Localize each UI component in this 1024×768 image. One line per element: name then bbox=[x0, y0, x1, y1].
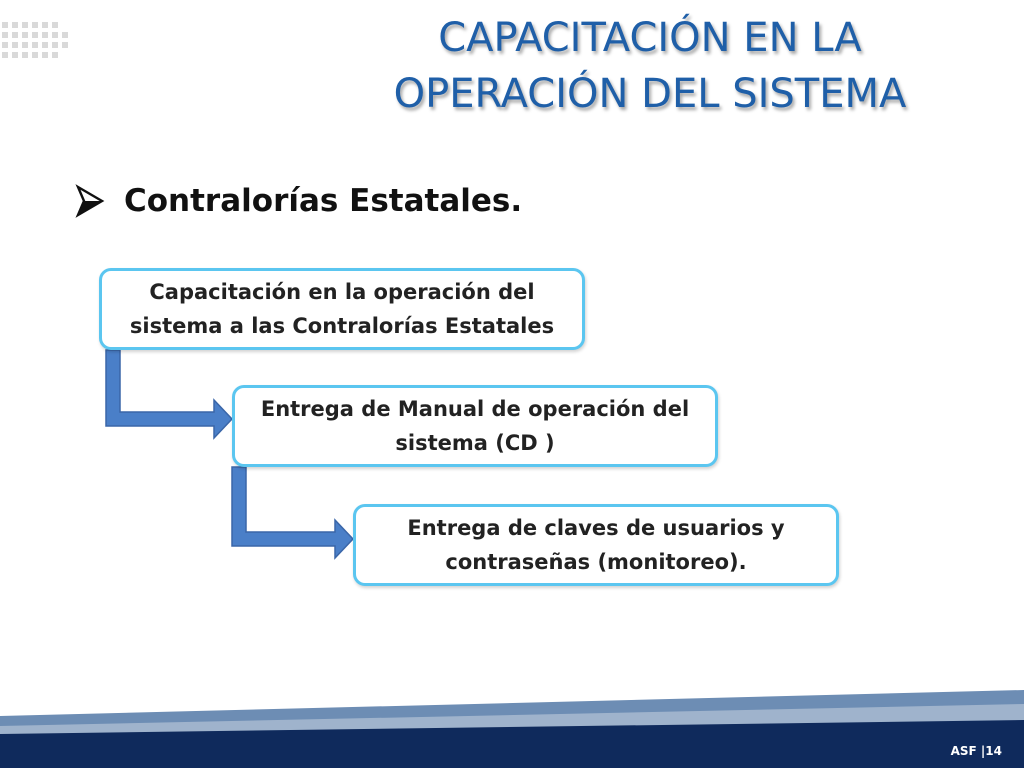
slide-title bbox=[300, 10, 1000, 122]
slide-title-line-2: OPERACIÓN DEL SISTEMA bbox=[393, 71, 907, 117]
flow-step-1: Capacitación en la operación del sistema a las Contralorías Estatales bbox=[99, 268, 585, 350]
flow-step-3: Entrega de claves de usuarios y contraseñas (monitoreo). bbox=[353, 504, 839, 586]
arrowhead-bullet-icon bbox=[72, 184, 106, 218]
connector-arrow-1 bbox=[106, 350, 232, 438]
bullet-text: Contralorías Estatales. bbox=[124, 183, 523, 219]
slide-title-line-1: CAPACITACIÓN EN LA bbox=[438, 15, 862, 61]
bullet-item bbox=[72, 176, 522, 226]
footer-page-label: ASF |14 bbox=[950, 744, 1002, 758]
footer-band bbox=[0, 690, 1024, 768]
dot-grid-icon bbox=[0, 20, 70, 64]
flow-step-2: Entrega de Manual de operación del sistema (CD ) bbox=[232, 385, 718, 467]
connector-arrow-2 bbox=[232, 467, 353, 558]
